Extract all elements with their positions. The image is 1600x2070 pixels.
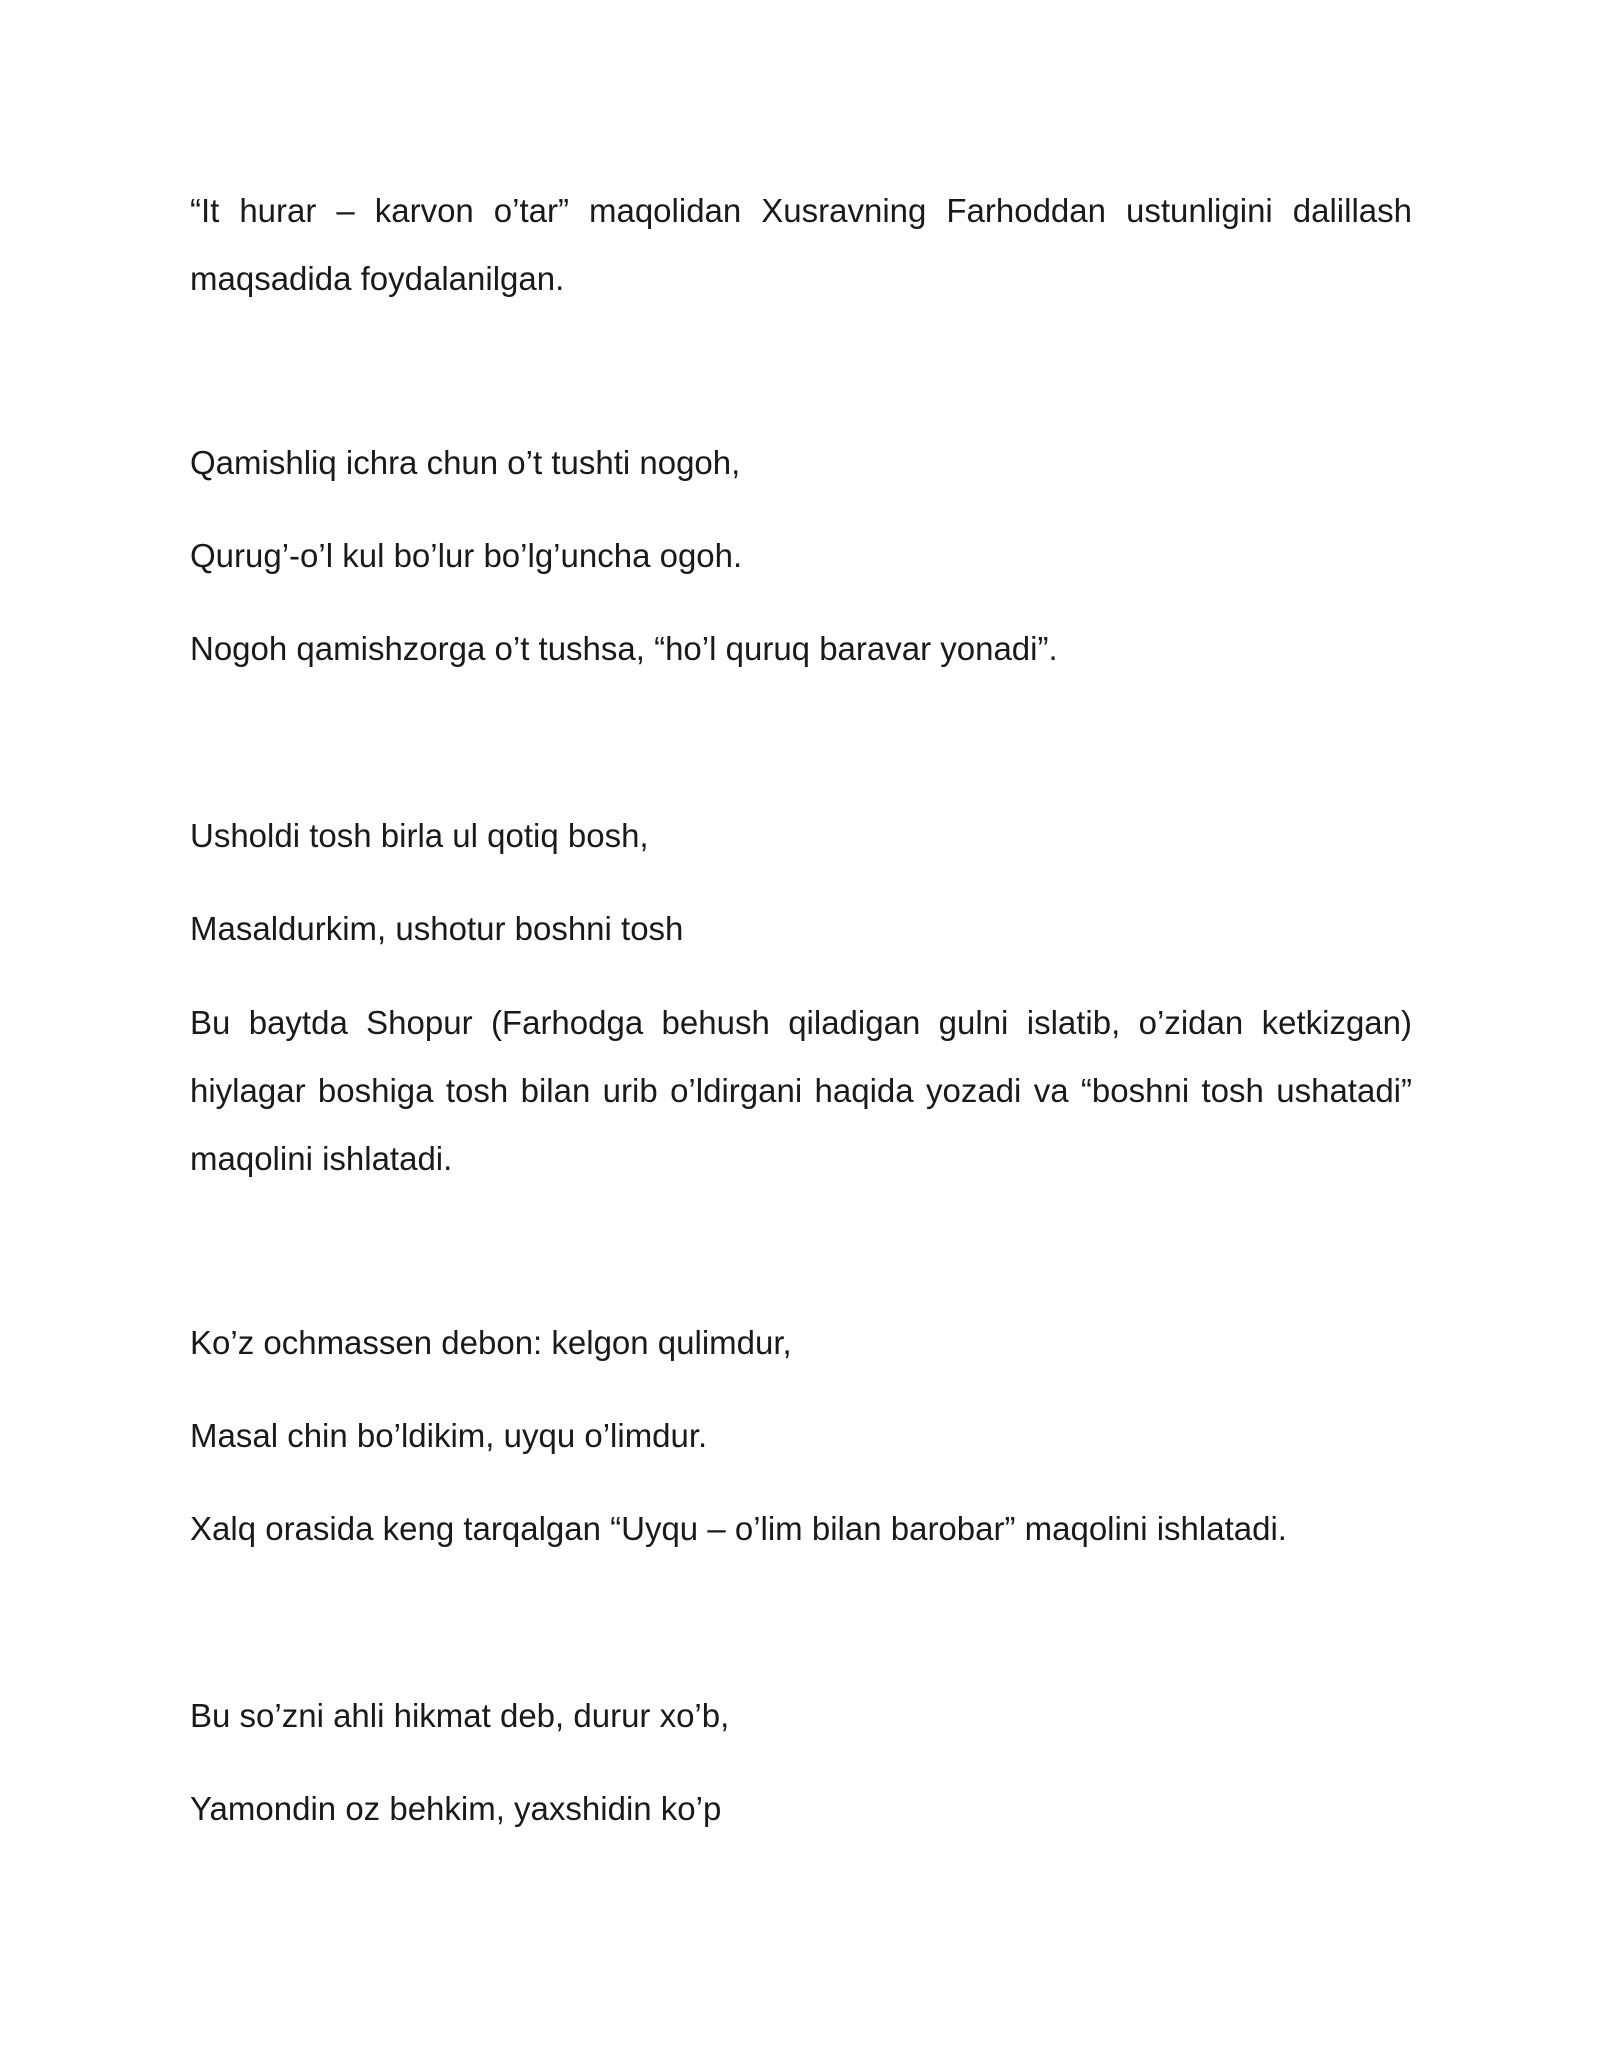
verse-line: Qurug’-o’l kul bo’lur bo’lg’uncha ogoh.: [190, 537, 743, 574]
verse-line: Masaldurkim, ushotur boshni tosh: [190, 910, 684, 947]
intro-paragraph: “It hurar – karvon o’tar” maqolidan Xusravning Farhoddan ustunligini dalillash maqsadida foydalanilgan.: [190, 192, 1412, 297]
verse-line: Yamondin oz behkim, yaxshidin ko’p: [190, 1790, 722, 1827]
verse-line: Usholdi tosh birla ul qotiq bosh,: [190, 817, 649, 854]
explanation-paragraph: Xalq orasida keng tarqalgan “Uyqu – o’lim bilan barobar” maqolini ishlatadi.: [190, 1510, 1287, 1547]
verse-line: Ko’z ochmassen debon: kelgon qulimdur,: [190, 1324, 792, 1361]
verse-line: Masal chin bo’ldikim, uyqu o’limdur.: [190, 1417, 708, 1454]
explanation-paragraph: Bu baytda Shopur (Farhodga behush qiladigan gulni islatib, o’zidan ketkizgan) hiylagar boshiga tosh bilan urib o’ldirgani haqida yozadi va “boshni tosh ushatadi” maqolini ishlatadi.: [190, 1004, 1412, 1177]
explanation-paragraph: Nogoh qamishzorga o’t tushsa, “ho’l quruq baravar yonadi”.: [190, 630, 1058, 667]
verse-line: Bu so’zni ahli hikmat deb, durur xo’b,: [190, 1697, 730, 1734]
verse-line: Qamishliq ichra chun o’t tushti nogoh,: [190, 444, 741, 481]
